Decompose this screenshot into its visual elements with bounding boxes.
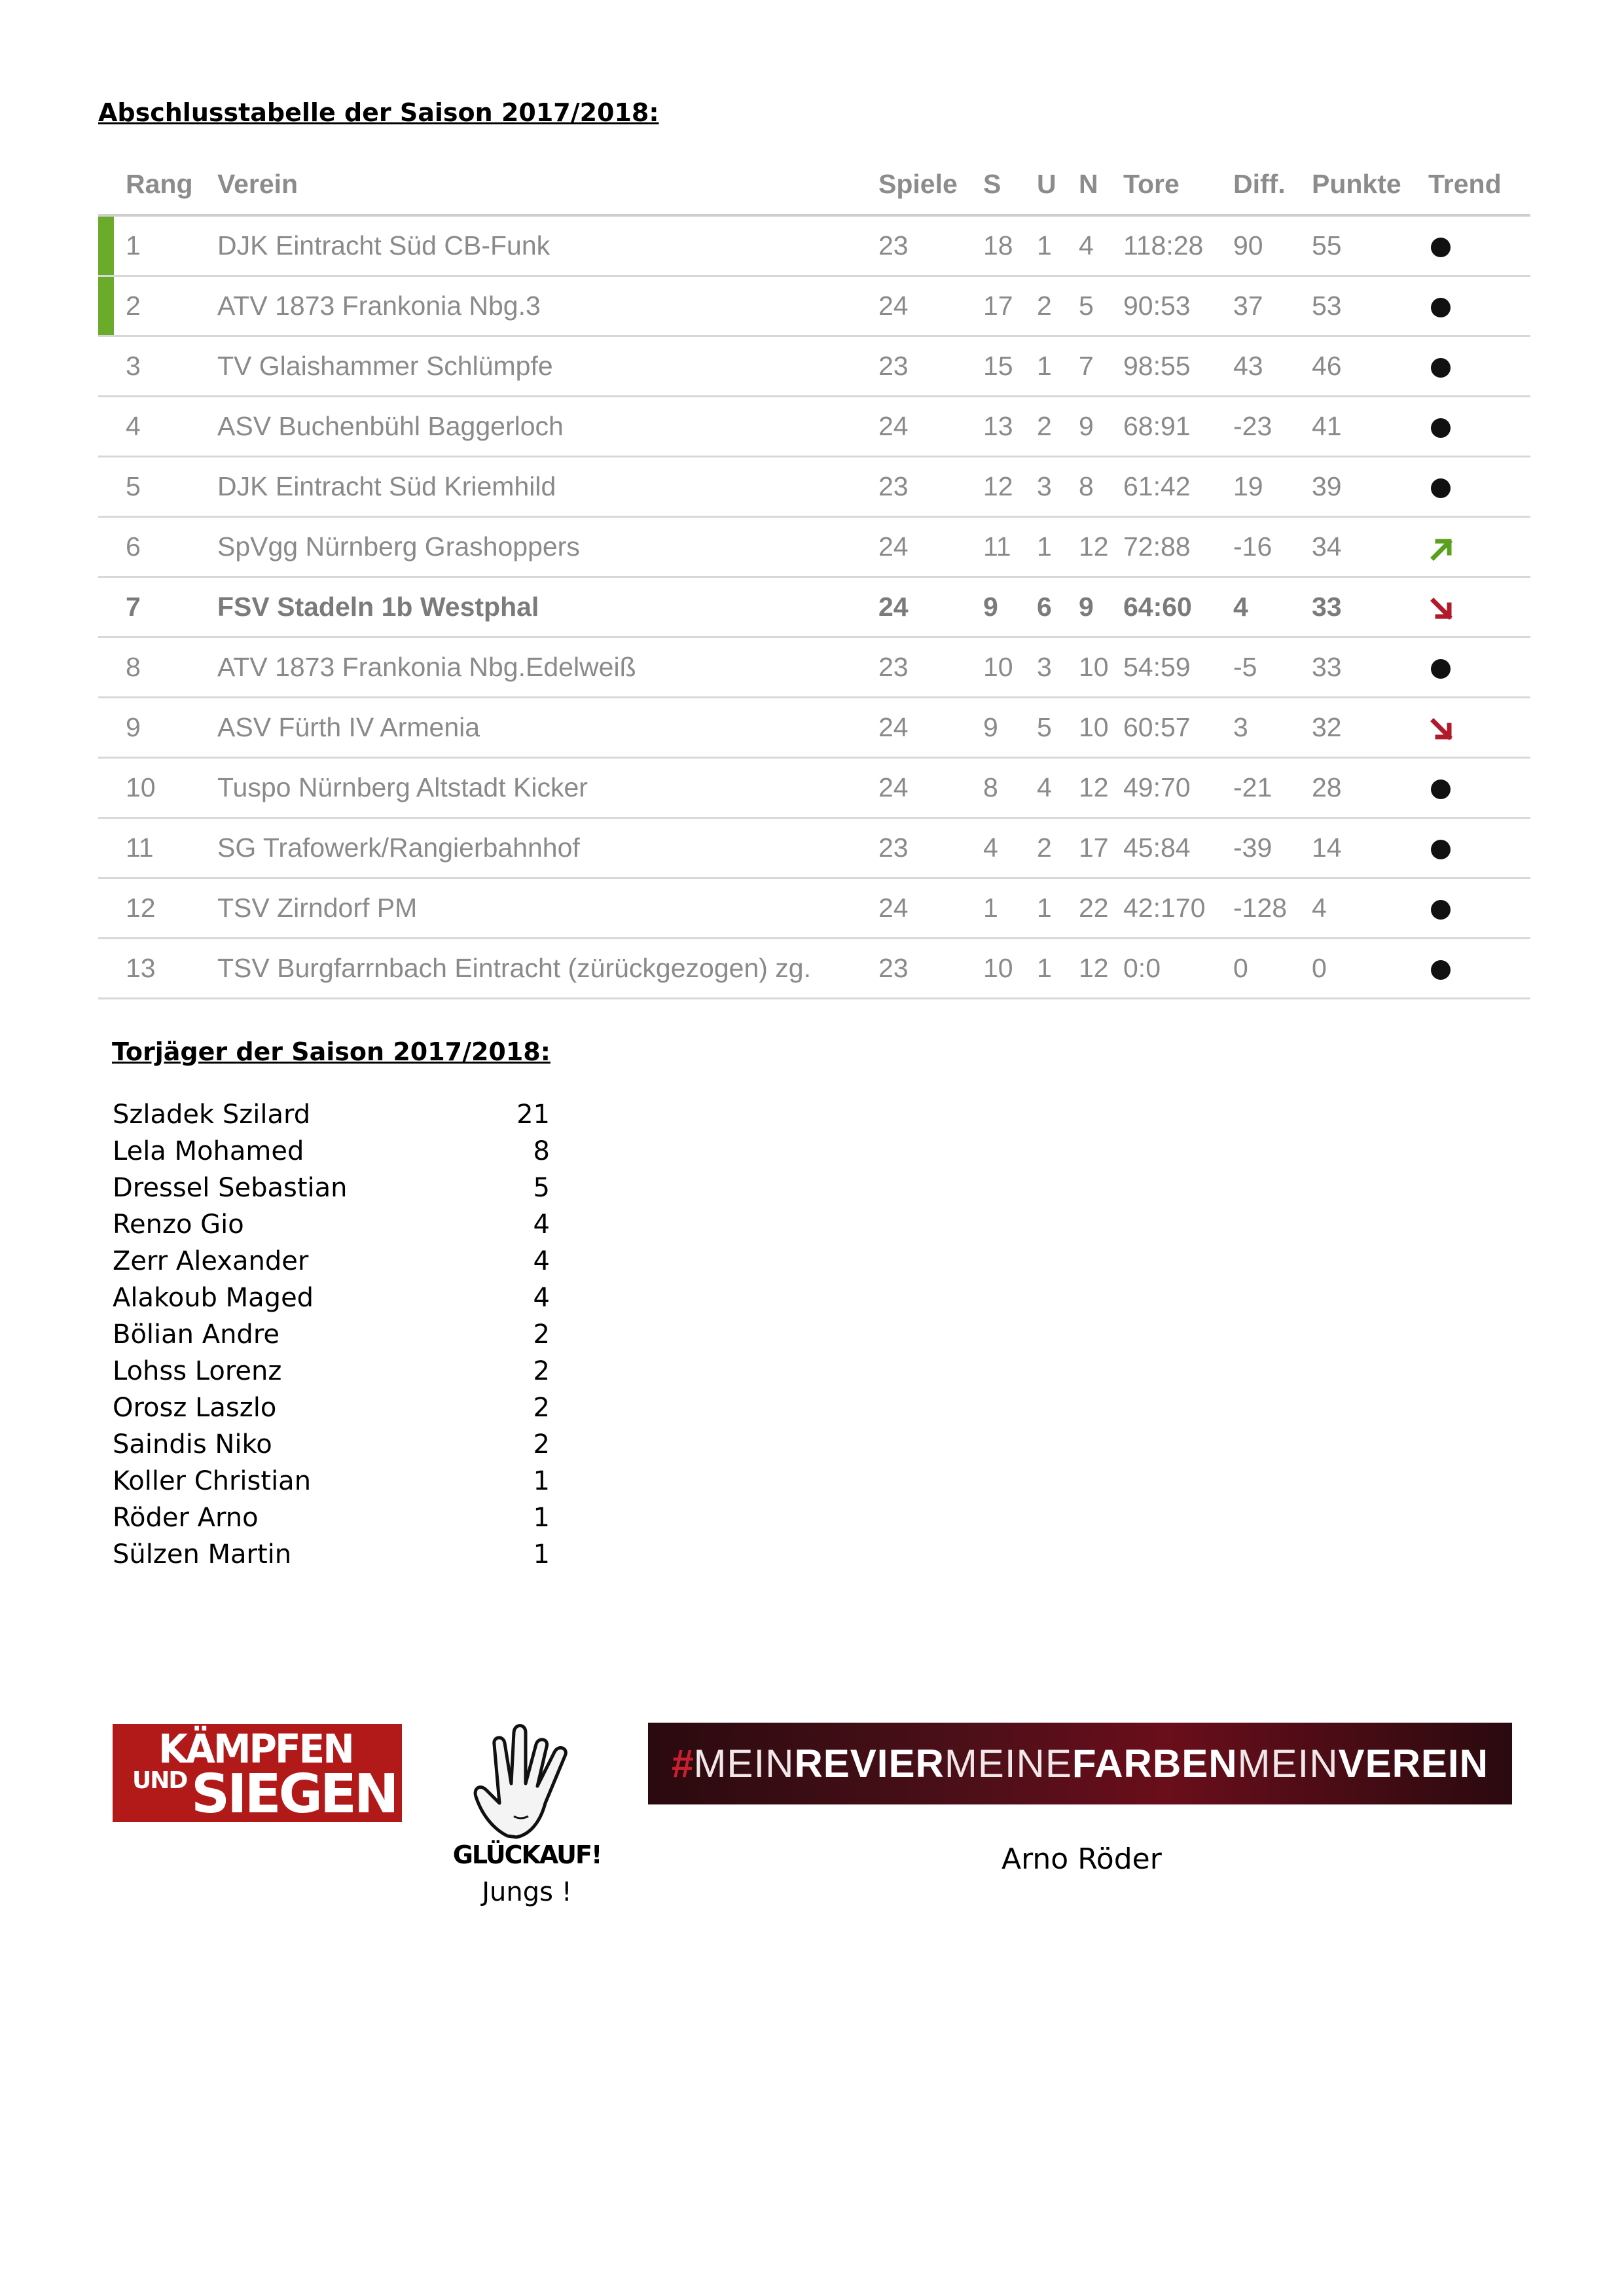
scorer-row <box>113 1463 571 1499</box>
cell-spiele: 23 <box>878 471 909 501</box>
cell-n: 10 <box>1079 652 1109 682</box>
cell-verein: ASV Buchenbühl Baggerloch <box>217 411 564 441</box>
cell-diff: 0 <box>1233 953 1248 983</box>
cell-spiele: 23 <box>878 833 909 863</box>
cell-s: 4 <box>983 833 998 863</box>
cell-spiele: 23 <box>878 230 909 260</box>
scorer-name: Lela Mohamed <box>113 1136 304 1166</box>
cell-u: 3 <box>1037 471 1052 501</box>
scorer-goals: 2 <box>533 1356 550 1386</box>
scorer-name: Orosz Laszlo <box>113 1393 277 1423</box>
cell-punkte: 33 <box>1312 592 1342 622</box>
scorer-row <box>113 1536 571 1573</box>
cell-spiele: 24 <box>878 712 909 742</box>
cell-spiele: 24 <box>878 411 909 441</box>
cell-diff: -16 <box>1233 531 1272 562</box>
table-row <box>98 397 1530 457</box>
cell-u: 6 <box>1037 592 1052 622</box>
table-row <box>98 337 1530 397</box>
cell-punkte: 41 <box>1312 411 1342 441</box>
cell-tore: 72:88 <box>1123 531 1191 562</box>
trend-dot-icon <box>1428 652 1520 683</box>
cell-s: 12 <box>983 471 1013 501</box>
promotion-marker <box>98 217 114 275</box>
cell-rang: 9 <box>126 712 141 742</box>
scorer-goals: 4 <box>533 1246 550 1276</box>
cell-diff: 19 <box>1233 471 1263 501</box>
cell-tore: 60:57 <box>1123 712 1191 742</box>
header-n: N <box>1079 168 1098 199</box>
promotion-marker <box>98 277 114 335</box>
cell-n: 4 <box>1079 230 1094 260</box>
table-header-row <box>98 154 1530 217</box>
cell-verein: TSV Burgfarrnbach Eintracht (zürückgezogen) zg. <box>217 953 811 983</box>
cell-rang: 13 <box>126 953 156 983</box>
scorer-goals: 4 <box>533 1283 550 1313</box>
scorer-goals: 8 <box>533 1136 550 1166</box>
scorer-name: Szladek Szilard <box>113 1100 311 1130</box>
cell-n: 9 <box>1079 592 1094 622</box>
scorer-name: Bölian Andre <box>113 1319 280 1350</box>
scorer-goals: 5 <box>533 1173 550 1203</box>
cell-u: 1 <box>1037 351 1052 381</box>
trend-dot-icon <box>1428 953 1520 984</box>
table-row <box>98 698 1530 759</box>
cell-rang: 2 <box>126 291 141 321</box>
cell-s: 1 <box>983 893 998 923</box>
scorer-row <box>113 1133 571 1170</box>
cell-n: 12 <box>1079 953 1109 983</box>
header-diff: Diff. <box>1233 168 1286 199</box>
scorers-list <box>113 1096 571 1573</box>
trend-dot-icon <box>1428 833 1520 863</box>
table-row <box>98 879 1530 939</box>
scorer-name: Zerr Alexander <box>113 1246 309 1276</box>
table-body <box>98 217 1530 999</box>
scorer-goals: 4 <box>533 1210 550 1240</box>
cell-u: 5 <box>1037 712 1052 742</box>
scorer-name: Saindis Niko <box>113 1429 272 1460</box>
cell-u: 2 <box>1037 833 1052 863</box>
table-row <box>98 578 1530 638</box>
cell-diff: 90 <box>1233 230 1263 260</box>
banner-word: VEREIN <box>1338 1742 1489 1785</box>
banner-word: FARBEN <box>1072 1742 1238 1785</box>
cell-rang: 5 <box>126 471 141 501</box>
cell-verein: TSV Zirndorf PM <box>217 893 418 923</box>
scorer-name: Renzo Gio <box>113 1210 244 1240</box>
table-row <box>98 759 1530 819</box>
scorer-goals: 1 <box>533 1539 550 1570</box>
cell-diff: -39 <box>1233 833 1272 863</box>
cell-diff: 3 <box>1233 712 1248 742</box>
cell-rang: 4 <box>126 411 141 441</box>
scorer-row <box>113 1426 571 1463</box>
trend-down-arrow-icon <box>1428 712 1520 743</box>
cell-rang: 7 <box>126 592 141 622</box>
cell-punkte: 34 <box>1312 531 1342 562</box>
cell-punkte: 14 <box>1312 833 1342 863</box>
author-name: Arno Röder <box>1001 1842 1162 1876</box>
cell-tore: 118:28 <box>1123 230 1204 260</box>
cell-tore: 45:84 <box>1123 833 1191 863</box>
cell-u: 2 <box>1037 411 1052 441</box>
banner-word: MEIN <box>693 1742 795 1785</box>
spock-hand-icon <box>468 1718 586 1842</box>
scorer-row <box>113 1499 571 1536</box>
cell-s: 13 <box>983 411 1013 441</box>
scorer-goals: 1 <box>533 1466 550 1496</box>
scorer-goals: 1 <box>533 1503 550 1533</box>
scorer-row <box>113 1353 571 1390</box>
cell-diff: 37 <box>1233 291 1263 321</box>
header-u: U <box>1037 168 1056 199</box>
cell-n: 9 <box>1079 411 1094 441</box>
cell-rang: 12 <box>126 893 156 923</box>
kampfen-text: KÄMPFEN <box>158 1725 353 1772</box>
cell-s: 11 <box>983 531 1011 562</box>
cell-tore: 90:53 <box>1123 291 1191 321</box>
scorer-row <box>113 1096 571 1133</box>
table-row <box>98 457 1530 518</box>
cell-n: 8 <box>1079 471 1094 501</box>
scorer-row <box>113 1206 571 1243</box>
cell-s: 18 <box>983 230 1013 260</box>
cell-u: 1 <box>1037 953 1052 983</box>
trend-up-arrow-icon <box>1428 531 1520 562</box>
table-row <box>98 277 1530 337</box>
cell-punkte: 28 <box>1312 772 1342 802</box>
cell-spiele: 23 <box>878 652 909 682</box>
table-row <box>98 518 1530 578</box>
scorer-row <box>113 1316 571 1353</box>
scorer-row <box>113 1243 571 1280</box>
cell-rang: 10 <box>126 772 156 802</box>
header-rang: Rang <box>126 168 193 199</box>
cell-verein: DJK Eintracht Süd Kriemhild <box>217 471 556 501</box>
scorer-name: Röder Arno <box>113 1503 259 1533</box>
cell-tore: 64:60 <box>1123 592 1192 622</box>
cell-punkte: 46 <box>1312 351 1342 381</box>
scorer-goals: 2 <box>533 1319 550 1350</box>
cell-n: 12 <box>1079 772 1109 802</box>
jungs-text: Jungs ! <box>482 1877 572 1907</box>
header-punkte: Punkte <box>1312 168 1401 199</box>
kampfen-und-siegen-logo <box>113 1724 402 1822</box>
cell-rang: 3 <box>126 351 141 381</box>
cell-s: 17 <box>983 291 1013 321</box>
trend-down-arrow-icon <box>1428 592 1520 622</box>
cell-u: 2 <box>1037 291 1052 321</box>
cell-verein: Tuspo Nürnberg Altstadt Kicker <box>217 772 588 802</box>
und-text: UND <box>132 1767 187 1794</box>
scorer-goals: 2 <box>533 1393 550 1423</box>
cell-verein: ATV 1873 Frankonia Nbg.3 <box>217 291 541 321</box>
cell-punkte: 33 <box>1312 652 1342 682</box>
header-s: S <box>983 168 1001 199</box>
cell-tore: 98:55 <box>1123 351 1191 381</box>
hashtag-symbol: # <box>672 1742 694 1785</box>
table-row <box>98 819 1530 879</box>
cell-u: 3 <box>1037 652 1052 682</box>
cell-s: 10 <box>983 953 1013 983</box>
cell-diff: -5 <box>1233 652 1257 682</box>
cell-punkte: 39 <box>1312 471 1342 501</box>
cell-diff: -23 <box>1233 411 1272 441</box>
cell-n: 22 <box>1079 893 1109 923</box>
trend-dot-icon <box>1428 471 1520 502</box>
cell-rang: 6 <box>126 531 141 562</box>
cell-spiele: 24 <box>878 893 909 923</box>
cell-s: 15 <box>983 351 1013 381</box>
mein-revier-banner <box>648 1723 1512 1804</box>
cell-punkte: 55 <box>1312 230 1342 260</box>
cell-diff: -21 <box>1233 772 1272 802</box>
scorers-heading: Torjäger der Saison 2017/2018: <box>112 1037 550 1066</box>
scorer-name: Sülzen Martin <box>113 1539 292 1570</box>
cell-verein: DJK Eintracht Süd CB-Funk <box>217 230 550 260</box>
cell-punkte: 0 <box>1312 953 1327 983</box>
cell-n: 7 <box>1079 351 1094 381</box>
cell-tore: 0:0 <box>1123 953 1161 983</box>
cell-u: 1 <box>1037 230 1052 260</box>
cell-verein: ASV Fürth IV Armenia <box>217 712 480 742</box>
scorer-row <box>113 1170 571 1206</box>
cell-n: 10 <box>1079 712 1109 742</box>
scorer-row <box>113 1280 571 1316</box>
table-row <box>98 638 1530 698</box>
cell-s: 9 <box>983 592 998 622</box>
trend-dot-icon <box>1428 772 1520 803</box>
cell-verein: SG Trafowerk/Rangierbahnhof <box>217 833 580 863</box>
page-heading: Abschlusstabelle der Saison 2017/2018: <box>98 98 659 127</box>
cell-spiele: 24 <box>878 291 909 321</box>
header-spiele: Spiele <box>878 168 958 199</box>
table-row <box>98 217 1530 277</box>
cell-n: 5 <box>1079 291 1094 321</box>
scorer-goals: 2 <box>533 1429 550 1460</box>
table-row <box>98 939 1530 999</box>
cell-spiele: 23 <box>878 351 909 381</box>
cell-rang: 8 <box>126 652 141 682</box>
cell-spiele: 24 <box>878 772 909 802</box>
header-tore: Tore <box>1123 168 1180 199</box>
cell-tore: 54:59 <box>1123 652 1191 682</box>
cell-punkte: 4 <box>1312 893 1327 923</box>
trend-dot-icon <box>1428 411 1520 442</box>
cell-verein: SpVgg Nürnberg Grashoppers <box>217 531 580 562</box>
cell-tore: 61:42 <box>1123 471 1191 501</box>
scorer-goals: 21 <box>516 1100 550 1130</box>
cell-n: 12 <box>1079 531 1109 562</box>
cell-rang: 1 <box>126 230 141 260</box>
league-table <box>98 154 1530 999</box>
trend-dot-icon <box>1428 230 1520 261</box>
scorer-name: Dressel Sebastian <box>113 1173 348 1203</box>
scorer-name: Koller Christian <box>113 1466 312 1496</box>
cell-tore: 49:70 <box>1123 772 1191 802</box>
trend-dot-icon <box>1428 291 1520 321</box>
cell-punkte: 32 <box>1312 712 1342 742</box>
cell-s: 8 <box>983 772 998 802</box>
header-verein: Verein <box>217 168 298 199</box>
cell-rang: 11 <box>126 833 154 863</box>
cell-spiele: 24 <box>878 531 909 562</box>
banner-word: MEINE <box>944 1742 1072 1785</box>
scorer-name: Lohss Lorenz <box>113 1356 282 1386</box>
cell-s: 9 <box>983 712 998 742</box>
scorer-row <box>113 1390 571 1426</box>
banner-word: MEIN <box>1237 1742 1339 1785</box>
cell-verein: TV Glaishammer Schlümpfe <box>217 351 553 381</box>
cell-n: 17 <box>1079 833 1109 863</box>
cell-diff: -128 <box>1233 893 1288 923</box>
cell-verein: FSV Stadeln 1b Westphal <box>217 592 539 622</box>
cell-tore: 68:91 <box>1123 411 1191 441</box>
cell-diff: 4 <box>1233 592 1248 622</box>
cell-u: 1 <box>1037 531 1052 562</box>
banner-word: REVIER <box>794 1742 945 1785</box>
scorer-name: Alakoub Maged <box>113 1283 314 1313</box>
trend-dot-icon <box>1428 893 1520 924</box>
cell-tore: 42:170 <box>1123 893 1206 923</box>
cell-spiele: 23 <box>878 953 909 983</box>
cell-diff: 43 <box>1233 351 1263 381</box>
cell-s: 10 <box>983 652 1013 682</box>
gluckauf-caption: GLÜCKAUF! <box>452 1840 602 1869</box>
cell-verein: ATV 1873 Frankonia Nbg.Edelweiß <box>217 652 636 682</box>
cell-spiele: 24 <box>878 592 909 622</box>
trend-dot-icon <box>1428 351 1520 382</box>
header-trend: Trend <box>1428 168 1502 199</box>
cell-u: 1 <box>1037 893 1052 923</box>
cell-punkte: 53 <box>1312 291 1342 321</box>
siegen-text: SIEGEN <box>191 1763 397 1822</box>
cell-u: 4 <box>1037 772 1052 802</box>
